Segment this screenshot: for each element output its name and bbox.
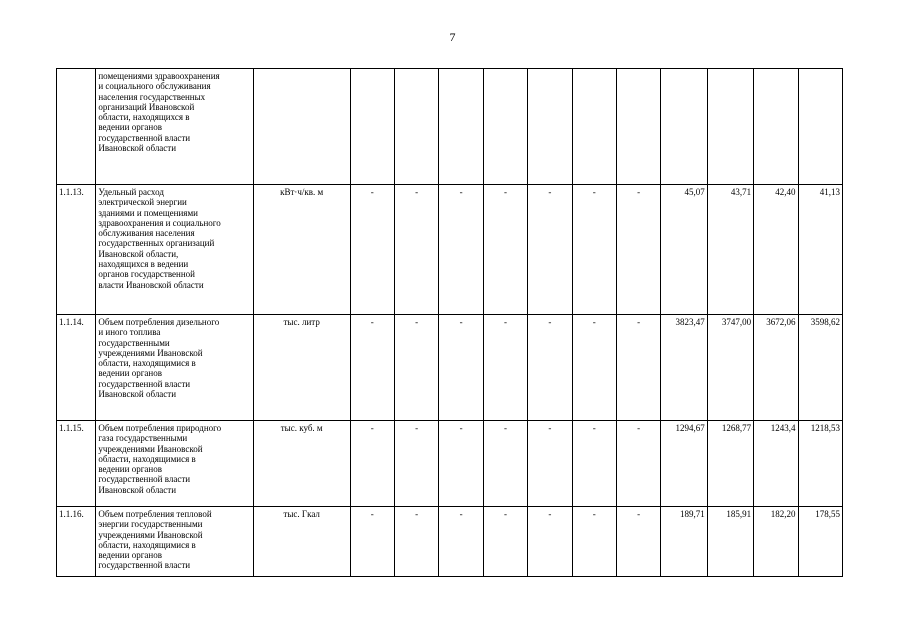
indicator-name-line: Удельный расход [98, 187, 164, 197]
indicator-name-line: обслуживания населения [98, 228, 195, 239]
indicator-name-line: Ивановской области [98, 143, 177, 154]
value-cell: 1243,4 [754, 421, 798, 507]
value-cell-empty: - [483, 507, 527, 577]
value-cell-empty: - [439, 185, 483, 315]
indicator-name-line: ведении органов [98, 464, 162, 475]
value-cell-empty: - [350, 507, 394, 577]
value-cell-empty [528, 69, 572, 185]
value-cell-empty [439, 69, 483, 185]
value-cell [707, 69, 753, 185]
indicator-name-line: газа государственными [98, 433, 188, 444]
value-cell-empty: - [528, 315, 572, 421]
value-cell [798, 69, 842, 185]
unit-cell: тыс. куб. м [253, 421, 350, 507]
page-number: 7 [449, 30, 456, 44]
value-cell-empty: - [394, 185, 438, 315]
value-cell-empty: - [394, 421, 438, 507]
indicator-name-line: учреждениями Ивановской [98, 443, 203, 454]
value-cell-empty: - [616, 185, 660, 315]
value-cell-empty: - [439, 421, 483, 507]
indicator-name-line: энергии государственными [98, 519, 203, 530]
indicator-name-line: государственной власти [98, 378, 191, 389]
value-cell: 182,20 [754, 507, 798, 577]
value-cell-empty [483, 69, 527, 185]
indicator-name-line: государственных организаций [98, 238, 215, 249]
value-cell-empty: - [528, 507, 572, 577]
indicator-name-line: учреждениями Ивановской [98, 347, 203, 358]
indicator-name-line: Объем потребления природного [98, 423, 222, 433]
table-row [57, 507, 843, 577]
indicator-name-line: Объем потребления тепловой [98, 509, 212, 519]
unit-cell: тыс. литр [253, 315, 350, 421]
value-cell: 3598,62 [798, 315, 842, 421]
value-cell-empty: - [483, 421, 527, 507]
indicator-name-line: населения государственных [98, 91, 206, 102]
table-row [57, 421, 843, 507]
indicator-name-line: помещениями здравоохранения [98, 71, 220, 81]
value-cell: 45,07 [661, 185, 707, 315]
value-cell: 1268,77 [707, 421, 753, 507]
value-cell-empty: - [394, 315, 438, 421]
indicator-name-line: Ивановской области [98, 389, 177, 400]
indicator-name-line: зданиями и помещениями [98, 207, 198, 218]
value-cell [661, 69, 707, 185]
value-cell-empty [394, 69, 438, 185]
indicator-name-line: власти Ивановской области [98, 279, 204, 290]
indicator-name [96, 421, 253, 507]
indicator-name [96, 507, 253, 577]
value-cell-empty: - [528, 185, 572, 315]
indicator-name-line: здравоохранения и социального [98, 217, 221, 228]
value-cell: 3823,47 [661, 315, 707, 421]
indicator-name-line: Ивановской области, [98, 248, 179, 259]
value-cell-empty: - [572, 185, 616, 315]
indicator-name [96, 185, 253, 315]
value-cell: 178,55 [798, 507, 842, 577]
value-cell-empty: - [572, 315, 616, 421]
indicator-name-line: ведении органов [98, 122, 162, 133]
indicator-name-line: организаций Ивановской [98, 101, 195, 112]
value-cell [754, 69, 798, 185]
indicator-name-line: области, находящихся в [98, 112, 190, 123]
unit-cell: тыс. Гкал [253, 507, 350, 577]
value-cell: 1294,67 [661, 421, 707, 507]
value-cell: 42,40 [754, 185, 798, 315]
indicator-name-line: области, находящимися в [98, 539, 196, 550]
row-number [57, 69, 96, 185]
indicator-name [96, 69, 253, 185]
value-cell: 43,71 [707, 185, 753, 315]
indicator-name-line: государственными [98, 337, 170, 348]
value-cell: 185,91 [707, 507, 753, 577]
indicator-name-line: государственной власти [98, 132, 191, 143]
indicator-name-line: органов государственной [98, 269, 195, 280]
value-cell-empty: - [439, 507, 483, 577]
row-number: 1.1.16. [57, 507, 96, 577]
unit-cell: кВт·ч/кв. м [253, 185, 350, 315]
indicator-name-line: и иного топлива [98, 327, 161, 338]
value-cell: 189,71 [661, 507, 707, 577]
table-row [57, 69, 843, 185]
indicator-name-line: Ивановской области [98, 484, 177, 495]
row-number: 1.1.13. [57, 185, 96, 315]
indicator-name-line: области, находящимися в [98, 358, 196, 369]
value-cell: 1218,53 [798, 421, 842, 507]
value-cell-empty: - [616, 507, 660, 577]
indicator-name-line: находящихся в ведении [98, 259, 189, 270]
table-row [57, 315, 843, 421]
indicator-name-line: электрической энергии [98, 197, 187, 208]
table-row [57, 185, 843, 315]
unit-cell [253, 69, 350, 185]
value-cell-empty: - [394, 507, 438, 577]
indicator-name-line: государственной власти [98, 474, 191, 485]
value-cell-empty: - [572, 421, 616, 507]
value-cell-empty: - [350, 421, 394, 507]
value-cell-empty: - [483, 315, 527, 421]
value-cell-empty: - [350, 315, 394, 421]
value-cell-empty: - [572, 507, 616, 577]
indicator-name-line: Объем потребления дизельного [98, 317, 220, 327]
value-cell-empty: - [528, 421, 572, 507]
indicator-name-line: государственной власти [98, 560, 191, 571]
indicator-table [56, 68, 843, 577]
value-cell-empty [616, 69, 660, 185]
value-cell: 41,13 [798, 185, 842, 315]
indicator-name-line: и социального обслуживания [98, 81, 211, 92]
value-cell-empty [572, 69, 616, 185]
value-cell-empty [350, 69, 394, 185]
value-cell-empty: - [439, 315, 483, 421]
indicator-name-line: учреждениями Ивановской [98, 529, 203, 540]
value-cell: 3672,06 [754, 315, 798, 421]
value-cell-empty: - [616, 421, 660, 507]
indicator-name [96, 315, 253, 421]
indicator-name-line: ведении органов [98, 368, 162, 379]
value-cell-empty: - [483, 185, 527, 315]
row-number: 1.1.15. [57, 421, 96, 507]
indicator-name-line: ведении органов [98, 550, 162, 561]
value-cell: 3747,00 [707, 315, 753, 421]
value-cell-empty: - [350, 185, 394, 315]
indicator-name-line: области, находящимися в [98, 453, 196, 464]
value-cell-empty: - [616, 315, 660, 421]
row-number: 1.1.14. [57, 315, 96, 421]
